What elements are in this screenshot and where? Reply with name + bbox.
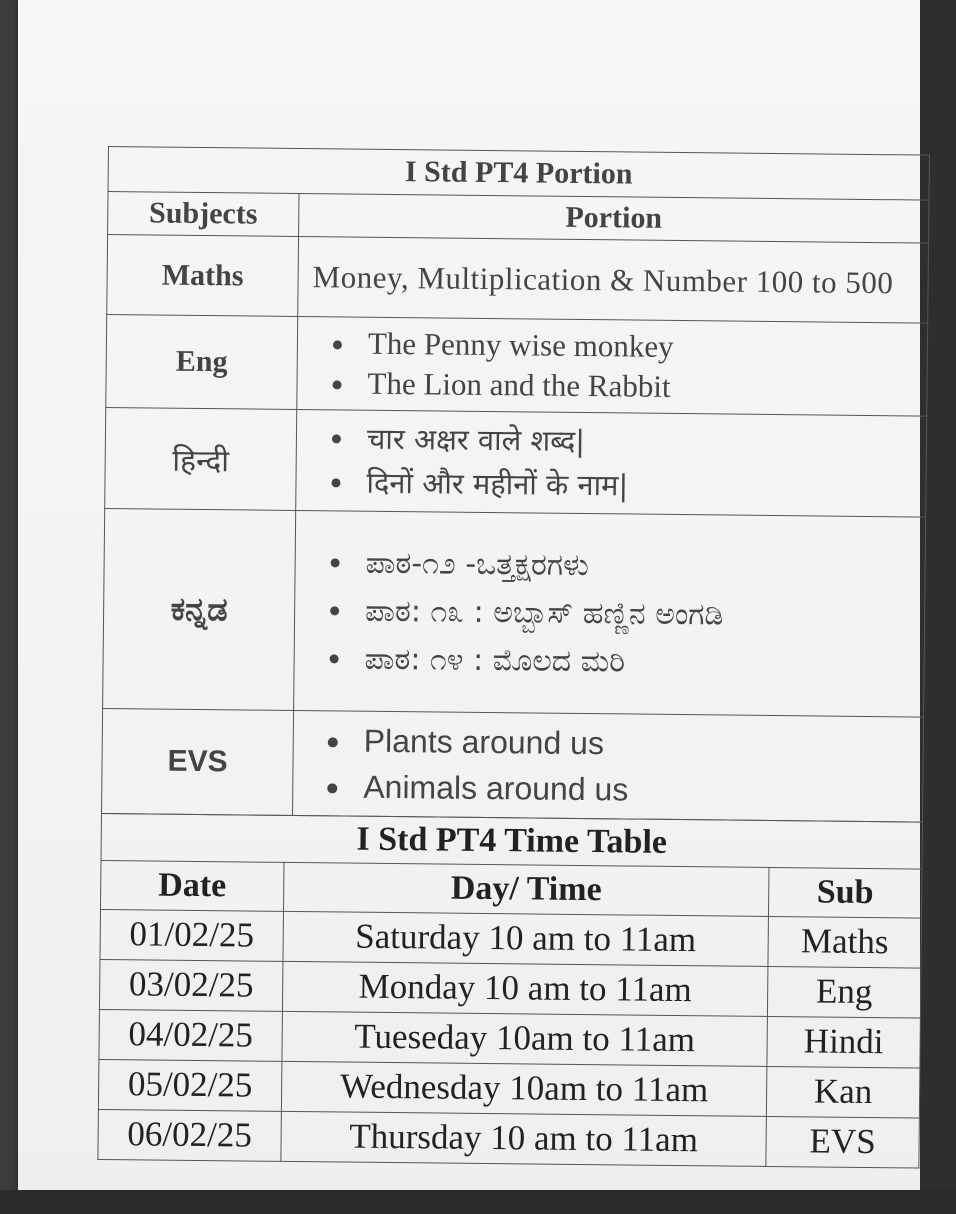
table-row xyxy=(100,909,921,968)
subject-eng: Eng xyxy=(106,314,298,409)
hindi-portion xyxy=(296,409,927,517)
document xyxy=(97,146,930,1168)
subject-kannada: ಕನ್ನಡ xyxy=(103,508,296,710)
table-row xyxy=(106,314,928,416)
portion-table xyxy=(101,146,930,823)
day-time-cell: Monday 10 am to 11am xyxy=(282,961,767,1016)
table-row xyxy=(98,1109,919,1168)
sub-cell: Kan xyxy=(766,1066,920,1118)
list-item: • Plants around us xyxy=(354,718,909,770)
list-item: • The Lion and the Rabbit xyxy=(357,364,912,410)
date-header: Date xyxy=(101,860,285,911)
kannada-portion xyxy=(294,510,926,717)
day-time-cell: Wednesday 10am to 11am xyxy=(281,1061,766,1116)
list-item: • ಪಾಠ: ೧೪ : ಮೊಲದ ಮರಿ xyxy=(354,635,909,689)
list-item: • The Penny wise monkey xyxy=(358,324,913,370)
maths-portion: Money, Multiplication & Number 100 to 500 xyxy=(298,237,929,324)
table-row xyxy=(99,959,920,1018)
table-row xyxy=(102,708,924,822)
timetable-title: I Std PT4 Time Table xyxy=(101,813,922,869)
table-row xyxy=(103,508,926,717)
sub-cell: Maths xyxy=(768,916,922,968)
list-item: • Animals around us xyxy=(353,764,908,816)
day-time-cell: Tueseday 10am to 11am xyxy=(282,1011,767,1066)
day-time-cell: Thursday 10 am to 11am xyxy=(281,1111,766,1166)
evs-portion xyxy=(292,710,923,822)
sub-cell: Hindi xyxy=(767,1016,921,1068)
portion-header: Portion xyxy=(299,194,929,244)
sub-cell: EVS xyxy=(766,1116,920,1168)
day-time-header: Day/ Time xyxy=(283,862,768,916)
subjects-header: Subjects xyxy=(108,192,299,237)
date-cell: 01/02/25 xyxy=(100,909,284,961)
subject-maths: Maths xyxy=(107,235,299,317)
table-row xyxy=(105,407,927,517)
subject-hindi: हिन्दी xyxy=(105,407,297,510)
list-item: • चार अक्षर वाले शब्द| xyxy=(357,417,912,467)
date-cell: 04/02/25 xyxy=(99,1009,283,1061)
list-item: • ಪಾಠ-೧೨ -ಒತ್ತಕ್ಷರಗಳು xyxy=(355,539,910,593)
date-cell: 05/02/25 xyxy=(98,1059,282,1111)
table-row xyxy=(98,1059,919,1118)
day-time-cell: Saturday 10 am to 11am xyxy=(283,911,768,966)
date-cell: 03/02/25 xyxy=(99,959,283,1011)
timetable xyxy=(97,812,923,1168)
sub-cell: Eng xyxy=(767,966,921,1018)
list-item: • दिनों और महीनों के नाम| xyxy=(356,461,911,511)
table-row xyxy=(107,235,929,324)
list-item: • ಪಾಠ: ೧೩ : ಅಬ್ಬಾಸ್ ಹಣ್ಣಿನ ಅಂಗಡಿ xyxy=(355,587,910,641)
subject-evs: EVS xyxy=(102,708,294,815)
table-row xyxy=(99,1009,920,1068)
portion-title: I Std PT4 Portion xyxy=(108,147,929,201)
date-cell: 06/02/25 xyxy=(98,1109,282,1161)
eng-portion xyxy=(297,316,928,416)
sub-header: Sub xyxy=(768,867,922,918)
background-edge xyxy=(0,1190,956,1214)
